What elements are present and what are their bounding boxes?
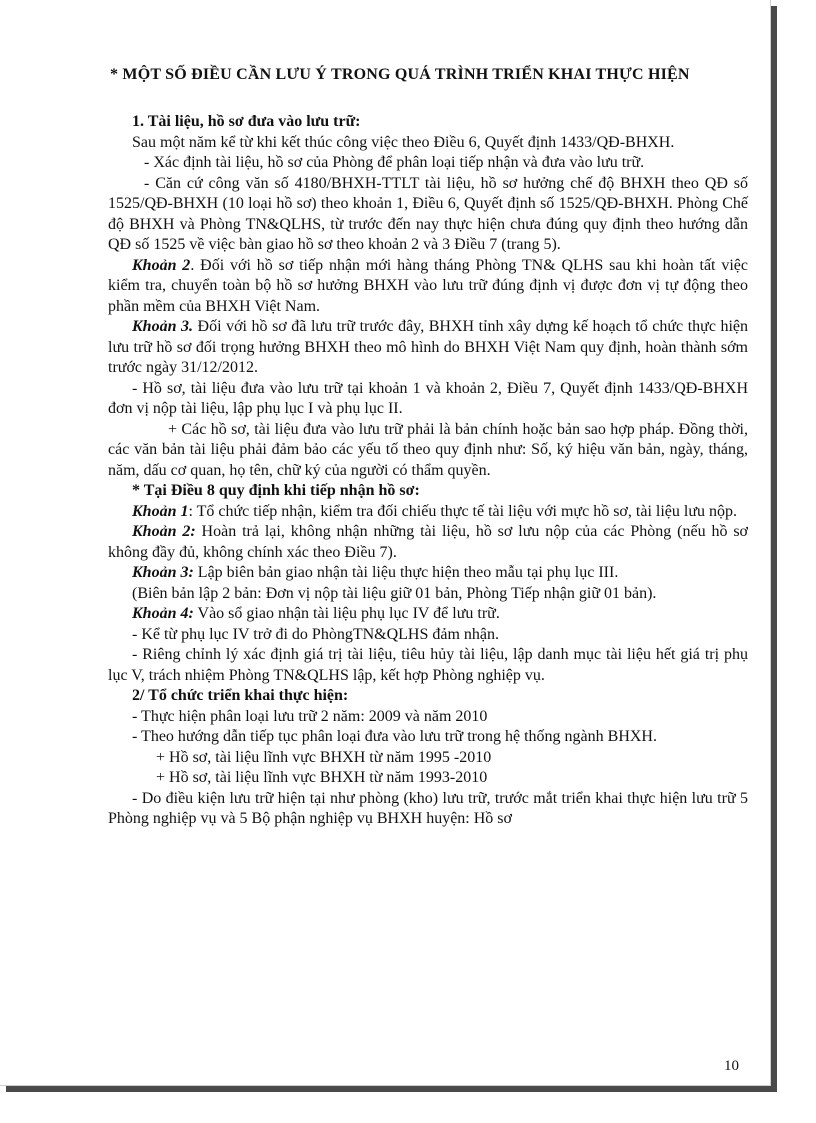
paragraph: - Xác định tài liệu, hồ sơ của Phòng để phân loại tiếp nhận và đưa vào lưu trữ. [144, 154, 645, 171]
clause-text: Đối với hồ sơ đã lưu trữ trước đây, BHXH tỉnh xây dựng kế hoạch tổ chức thực hiện lưu trữ hồ sơ đối trọng hưởng BHXH theo mô hình do BHXH Việt Nam quy định, hoàn thành sớm trước ngày 31/12/2012. [108, 318, 749, 376]
paragraph: - Căn cứ công văn số 4180/BHXH-TTLT tài liệu, hồ sơ hưởng chế độ BHXH theo QĐ số 1525/QĐ-BHXH (10 loại hồ sơ) theo khoản 1, Điều 6, Quyết định số 1525/QĐ-BHXH. Phòng Chế độ BHXH và Phòng TN&QLHS, từ trước đến nay thực hiện chưa đúng quy định theo hướng dẫn QĐ số 1525 về việc bàn giao hồ sơ theo khoản 2 và 3 Điều 7 (trang 5). [108, 174, 748, 253]
article-8-title: * Tại Điều 8 quy định khi tiếp nhận hồ sơ: [132, 482, 420, 499]
paragraph: - Thực hiện phân loại lưu trữ 2 năm: 2009 và năm 2010 [132, 707, 488, 725]
paragraph: - Do điều kiện lưu trữ hiện tại như phòng (kho) lưu trữ, trước mắt triển khai thực hiện lưu trữ 5 Phòng nghiệp vụ và 5 Bộ phận nghiệp vụ BHXH huyện: Hồ sơ [108, 789, 748, 827]
clause-label: Khoản 2: [132, 523, 196, 540]
paragraph: + Hồ sơ, tài liệu lĩnh vực BHXH từ năm 1993-2010 [156, 769, 488, 786]
paragraph: - Kể từ phụ lục IV trở đi do PhòngTN&QLHS đảm nhận. [132, 625, 500, 643]
clause-2-paragraph [108, 522, 748, 563]
paragraph: + Các hồ sơ, tài liệu đưa vào lưu trữ phải là bản chính hoặc bản sao hợp pháp. Đồng thời, các văn bản tài liệu phải đảm bảo các yếu tố theo quy định như: Số, ký hiệu văn bản, ngày, tháng, năm, dấu cơ quan, họ tên, chữ ký của người có thẩm quyền. [108, 420, 748, 479]
clause-3-paragraph [108, 317, 748, 379]
clause-text: Vào sổ giao nhận tài liệu phụ lục IV để lưu trữ. [193, 605, 500, 622]
paragraph: Sau một năm kể từ khi kết thúc công việc theo Điều 6, Quyết định 1433/QĐ-BHXH. [132, 133, 675, 151]
clause-text: . Đối với hồ sơ tiếp nhận mới hàng tháng Phòng TN& QLHS sau khi hoàn tất việc kiểm tra, chuyển toàn bộ hồ sơ hưởng BHXH vào lưu trữ đúng định vị được đơn vị tự động theo phần mềm của BHXH Việt Nam. [108, 256, 748, 315]
clause-2-paragraph [108, 256, 748, 318]
paragraph: - Theo hướng dẫn tiếp tục phân loại đưa vào lưu trữ trong hệ thống ngành BHXH. [132, 728, 657, 745]
clause-label: Khoản 4: [132, 605, 194, 622]
clause-label: Khoản 2 [132, 256, 191, 274]
document-body [108, 112, 748, 830]
clause-label: Khoản 3: [132, 564, 194, 581]
clause-1-paragraph [108, 502, 748, 523]
clause-text: : Tổ chức tiếp nhận, kiểm tra đối chiếu thực tế tài liệu với mực hồ sơ, tài liệu lưu nộp. [188, 502, 737, 520]
paragraph: - Riêng chỉnh lý xác định giá trị tài liệu, tiêu hủy tài liệu, lập danh mục tài liệu hết giá trị phụ lục V, trách nhiệm Phòng TN&QLHS lập, kết hợp Phòng nghiệp vụ. [108, 646, 748, 684]
paragraph: + Hồ sơ, tài liệu lĩnh vực BHXH từ năm 1995 -2010 [156, 748, 492, 766]
document-heading: * MỘT SỐ ĐIỀU CẦN LƯU Ý TRONG QUÁ TRÌNH TRIỂN KHAI THỰC HIỆN [110, 66, 690, 83]
clause-text: Lập biên bản giao nhận tài liệu thực hiện theo mẫu tại phụ lục III. [193, 564, 619, 581]
page-number: 10 [724, 1058, 739, 1074]
paragraph: - Hồ sơ, tài liệu đưa vào lưu trữ tại khoản 1 và khoản 2, Điều 7, Quyết định 1433/QĐ-BHXH đơn vị nộp tài liệu, lập phụ lục I và phụ lục II. [108, 379, 748, 417]
section-2-title: 2/ Tổ chức triển khai thực hiện: [132, 687, 349, 704]
clause-4-paragraph [108, 604, 748, 625]
clause-label: Khoản 1 [132, 502, 189, 520]
clause-label: Khoản 3. [132, 318, 194, 335]
section-1-title: 1. Tài liệu, hồ sơ đưa vào lưu trữ: [132, 113, 361, 130]
clause-3-paragraph [108, 563, 748, 584]
clause-text: Hoàn trả lại, không nhận những tài liệu, hồ sơ lưu nộp của các Phòng (nếu hồ sơ không đầy đủ, không chính xác theo Điều 7). [108, 523, 749, 561]
paragraph: (Biên bản lập 2 bản: Đơn vị nộp tài liệu giữ 01 bản, Phòng Tiếp nhận giữ 01 bản). [132, 584, 657, 602]
